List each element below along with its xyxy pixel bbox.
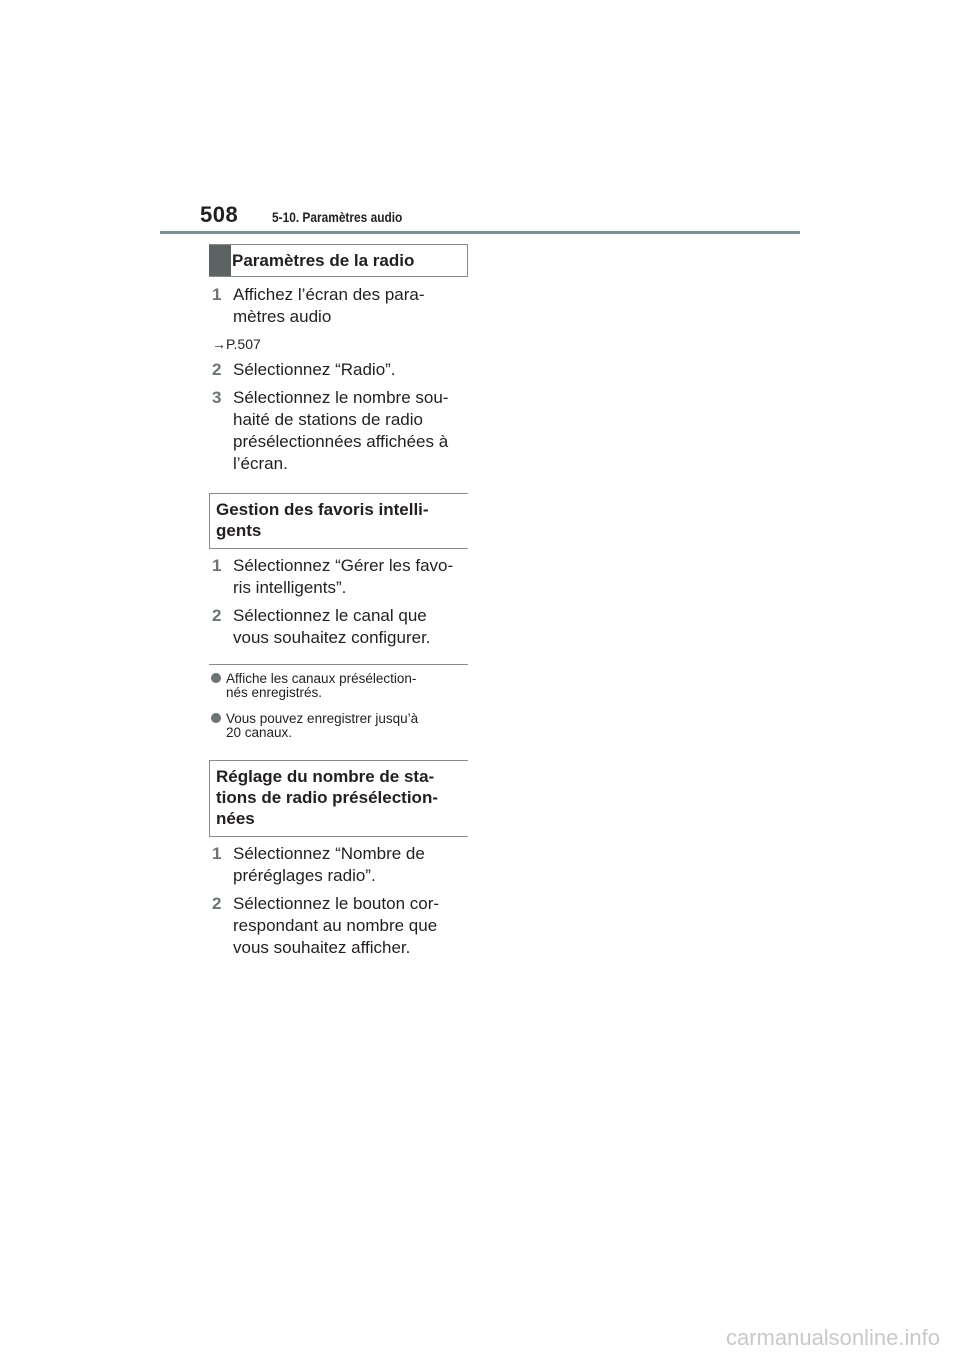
step-number: 2	[212, 606, 222, 625]
step-number: 3	[212, 388, 222, 407]
step-text: Sélectionnez “Nombre de préréglages radio”.	[233, 844, 425, 885]
step-text: Sélectionnez le canal que vous souhaitez configurer.	[233, 606, 431, 647]
notes-rule	[209, 664, 468, 665]
bullet-icon	[211, 673, 221, 683]
step-text: Sélectionnez “Radio”.	[233, 360, 396, 379]
section-title-presets: Réglage du nombre de sta- tions de radio présélection- nées	[216, 767, 438, 828]
header-rule	[160, 231, 800, 234]
running-header: 5-10. Paramètres audio	[272, 209, 403, 225]
step-number: 2	[212, 360, 222, 379]
note-text: Vous pouvez enregistrer jusqu’à 20 canaux.	[226, 711, 419, 740]
page-reference[interactable]: →P.507	[212, 336, 261, 352]
watermark: carmanualsonline.info	[725, 1325, 940, 1350]
step-text: Sélectionnez le nombre sou- haité de stations de radio présélectionnées affichées à l’écran.	[233, 388, 449, 473]
bullet-icon	[211, 713, 221, 723]
page-number: 508	[200, 202, 239, 227]
step-text: Affichez l’écran des para- mètres audio	[233, 285, 425, 326]
step-text: Sélectionnez le bouton cor- respondant au nombre que vous souhaitez afficher.	[233, 894, 440, 957]
section-title-radio: Paramètres de la radio	[232, 251, 415, 270]
step-number: 1	[212, 285, 222, 304]
step-number: 1	[212, 556, 222, 575]
step-number: 2	[212, 894, 222, 913]
note-text: Affiche les canaux présélection- nés enregistrés.	[226, 671, 417, 700]
section-tab	[209, 245, 231, 276]
step-text: Sélectionnez “Gérer les favo- ris intelligents”.	[233, 556, 454, 597]
section-title-favoris: Gestion des favoris intelli- gents	[216, 500, 429, 540]
step-number: 1	[212, 844, 222, 863]
